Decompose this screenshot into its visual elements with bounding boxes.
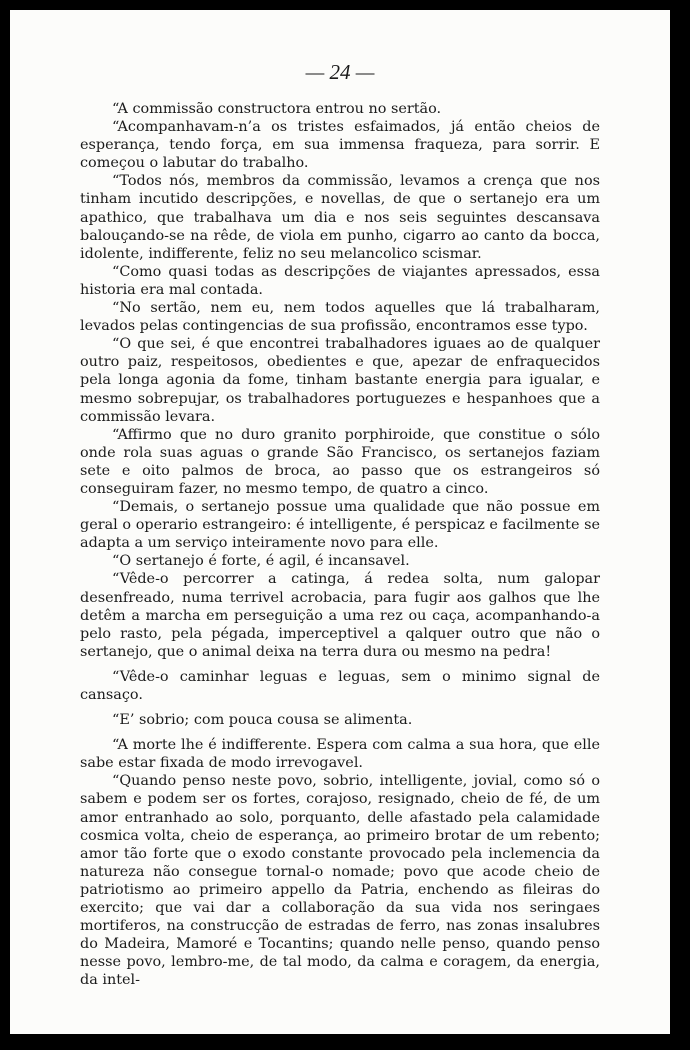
paragraph: “Todos nós, membros da commissão, levamos a crença que nos tinham incutido descripções, e novellas, de que o sertanejo era um apathico, que trabalhava um dia e nos seis seguintes descansava balouçando-se na rêde, de viola em punho, cigarro ao canto da bocca, idolente, indifferente, feliz no seu melancolico scismar. bbox=[80, 173, 600, 262]
paragraph: “Demais, o sertanejo possue uma qualidade que não possue em geral o operario estrangeiro: é intelligente, é perspicaz e facilmente se adapta a um serviço inteiramente novo para elle. bbox=[80, 499, 600, 552]
paragraph: “A commissão constructora entrou no sertão. bbox=[112, 101, 442, 117]
paragraph: “No sertão, nem eu, nem todos aquelles que lá trabalharam, levados pelas contingencias de sua profissão, encontramos esse typo. bbox=[80, 300, 600, 335]
paragraph: “Vêde-o caminhar leguas e leguas, sem o minimo signal de cansaço. bbox=[80, 668, 600, 703]
paragraph: “O sertanejo é forte, é agil, é incansavel. bbox=[112, 553, 410, 570]
paragraph: “O que sei, é que encontrei trabalhadores iguaes ao de qualquer outro paiz, respeitosos, obedientes e que, apezar de enfraquecidos pela longa agonia da fome, tinham bastante energia para igualar, e mesmo sobrepujar, os trabalhadores portuguezes e hespanhoes que a commissão levara. bbox=[80, 336, 600, 425]
paragraph: “E’ sobrio; com pouca cousa se alimenta. bbox=[112, 712, 413, 729]
paragraph: “Acompanhavam-n’a os tristes esfaimados, já então cheios de esperança, tendo força, em sua immensa fraqueza, para sorrir. E começou o labutar do trabalho. bbox=[80, 119, 600, 172]
paragraph: “Como quasi todas as descripções de viajantes apressados, essa historia era mal contada. bbox=[80, 263, 600, 298]
paragraph: “Vêde-o percorrer a catinga, á redea solta, num galopar desenfreado, numa terrivel acrobacia, para fugir aos galhos que lhe detêm a marcha em perseguição a uma rez ou caça, acompanhando-a pelo rasto, pela pégada, imperceptivel a qalquer outro que não o sertanejo, que o animal deixa na terra dura ou mesmo na pedra! bbox=[80, 571, 600, 660]
page-number: — 24 — bbox=[305, 60, 375, 84]
paragraph: “Quando penso neste povo, sobrio, intelligente, jovial, como só o sabem e podem ser os fortes, corajoso, resignado, cheio de fé, de um amor entranhado ao solo, porquanto, delle afastado pela calamidade cosmica volta, cheio de esperança, ao primeiro brotar de um rebento; amor tão forte que o exodo constante provocado pela inclemencia da natureza não consegue tornal-o nomade; povo que acode cheio de patriotismo ao primeiro appello da Patria, enchendo as fileiras do exercito; que vai dar a collaboração da sua vida nos seringaes mortiferos, na construcção de estradas de ferro, nas zonas insalubres do Madeira, Mamoré e Tocantins; quando nelle penso, quando penso nesse povo, lembro-me, de tal modo, da calma e coragem, da energia, da intel- bbox=[80, 773, 600, 989]
paragraph: “Affirmo que no duro granito porphiroide, que constitue o sólo onde rola suas aguas o grande São Francisco, os sertanejos faziam sete e oito palmos de broca, ao passo que os estrangeiros só conseguiram fazer, no mesmo tempo, de quatro a cinco. bbox=[80, 426, 600, 497]
body-text bbox=[80, 100, 600, 990]
book-page bbox=[10, 10, 670, 1034]
paragraph: “A morte lhe é indifferente. Espera com calma a sua hora, que elle sabe estar fixada de modo irrevogavel. bbox=[80, 737, 600, 772]
